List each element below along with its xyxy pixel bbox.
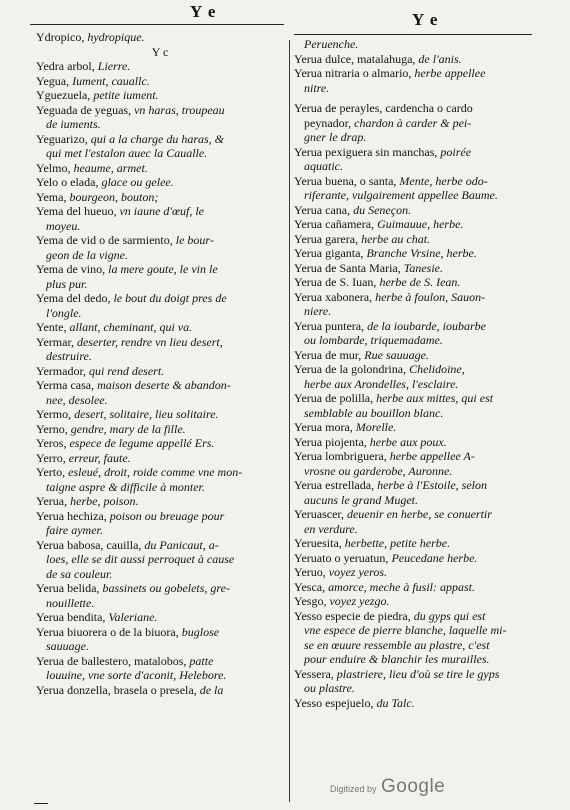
entry-line <box>36 639 284 654</box>
spanish-term: Yerua bendita, <box>36 610 109 624</box>
french-gloss: hydropique. <box>87 30 145 44</box>
french-gloss: gner le drap. <box>304 130 367 144</box>
french-gloss: faire aymer. <box>46 523 103 537</box>
entry-line <box>294 493 532 508</box>
french-gloss: destruire. <box>46 349 92 363</box>
spanish-term: Yerua mora, <box>294 420 356 434</box>
entry-line <box>294 377 532 392</box>
entry-line <box>36 552 284 567</box>
french-gloss: herbe appellee A- <box>389 449 475 463</box>
spanish-term: Yerua belida, <box>36 581 103 595</box>
entry-line <box>294 174 532 189</box>
spanish-term: Yerto, <box>36 465 69 479</box>
french-gloss: plastriere, lieu d'où se tire le gyps <box>336 666 500 681</box>
spanish-term: Yedra arbol, <box>36 59 98 73</box>
entry-line <box>294 681 532 696</box>
entry-line <box>294 667 532 682</box>
entry-line <box>36 610 284 625</box>
entry-line <box>294 609 532 624</box>
entry-line <box>294 449 532 464</box>
entry-line <box>294 391 532 406</box>
french-gloss: herbe aux Arondelles, l'esclaire. <box>304 376 459 391</box>
entry-line <box>36 422 284 437</box>
header-rule-left <box>30 24 284 25</box>
french-gloss: voyez yezgo. <box>329 594 390 608</box>
french-gloss: espece de legume appellé Ers. <box>69 436 215 450</box>
french-gloss: glace ou gelee. <box>101 175 174 189</box>
french-gloss: geon de la vigne. <box>46 247 128 262</box>
french-gloss: nouillette. <box>46 595 95 610</box>
entry-line <box>36 668 284 683</box>
entry-line <box>294 275 532 290</box>
french-gloss: le bout du doigt pres de <box>113 291 227 305</box>
french-gloss: louuine, vne sorte d'aconit, Helebore. <box>46 668 227 682</box>
french-gloss: herbe aux poux. <box>369 434 447 449</box>
spanish-term: Yeguada de yeguas, <box>36 102 135 117</box>
french-gloss: desert, solitaire, lieu solitaire. <box>74 407 219 421</box>
french-gloss: riferante, vulgairement appellee Baume. <box>304 188 498 202</box>
entry-line <box>36 291 284 306</box>
entry-line <box>294 203 532 218</box>
entry-line <box>36 248 284 263</box>
french-gloss: Valeriane. <box>108 610 158 624</box>
french-gloss: niere. <box>304 304 332 318</box>
french-gloss: deuenir en herbe, se conuertir <box>346 507 492 521</box>
french-gloss: loes, elle se dit aussi perroquet à cause <box>46 552 235 566</box>
french-gloss: du Seneçon. <box>353 202 412 217</box>
french-gloss: Morelle. <box>355 420 397 434</box>
french-gloss: de la ioubarde, ioubarbe <box>367 318 486 333</box>
entry-line <box>36 277 284 292</box>
french-gloss: allant, cheminant, qui va. <box>69 320 193 334</box>
french-gloss: Rue sauuage. <box>364 347 429 362</box>
spanish-term: Yelmo, <box>36 160 74 175</box>
entry-line <box>36 219 284 234</box>
french-gloss: qui met l'estalon auec la Caualle. <box>46 146 208 160</box>
spanish-term: Yerua buena, o santa, <box>294 173 400 188</box>
french-gloss: sauuage. <box>46 639 89 653</box>
entry-line <box>294 551 532 566</box>
french-gloss: esleué, droit, roide comme vne mon- <box>68 465 243 479</box>
entry-line <box>36 146 284 161</box>
spanish-term: Ydropico, <box>36 30 88 44</box>
spanish-term: Yesso especie de piedra, <box>294 608 414 623</box>
entry-line <box>36 132 284 147</box>
entry-line <box>36 74 284 89</box>
entry-line <box>36 30 284 45</box>
entry-line <box>36 117 284 132</box>
entry-line <box>294 188 532 203</box>
spanish-term: Yeruato o yeruatun, <box>294 550 392 565</box>
left-column <box>36 30 284 697</box>
french-gloss: chardon à carder & pei- <box>354 115 472 130</box>
entry-line <box>294 232 532 247</box>
spanish-term: Yerma casa, <box>36 378 98 392</box>
entry-line <box>36 683 284 698</box>
spanish-term: Yerua estrellada, <box>294 478 378 492</box>
french-gloss: poirée <box>440 144 472 159</box>
french-gloss: qui a la charge du haras, & <box>90 131 224 146</box>
spanish-term: Yerua de mur, <box>294 347 365 362</box>
entry-line <box>294 478 532 493</box>
french-gloss: patte <box>189 653 214 668</box>
entry-line <box>36 335 284 350</box>
spanish-term: Yerua xabonera, <box>294 289 376 304</box>
spanish-term: Yente, <box>36 320 70 334</box>
spanish-term: Yerua dulce, matalahuga, <box>294 51 419 66</box>
french-gloss: herbe au chat. <box>361 231 431 246</box>
spanish-term: Yerno, <box>36 421 71 436</box>
french-gloss: taigne aspre & difficile à monter. <box>46 479 205 494</box>
entry-line <box>36 523 284 538</box>
spanish-term: Yesso espejuelo, <box>294 695 377 710</box>
entry-line <box>36 538 284 553</box>
french-gloss: de sa couleur. <box>46 566 113 581</box>
french-gloss: Branche Vrsine, herbe. <box>366 246 477 260</box>
spanish-term: Yerua donzella, brasela o presela, <box>36 682 200 697</box>
digitized-watermark <box>330 776 445 798</box>
french-gloss: vn iaune d'œuf, le <box>119 204 204 218</box>
french-gloss: du Talc. <box>376 695 415 710</box>
spanish-term: Yeruesita, <box>294 536 345 550</box>
spanish-term: Yerua de la golondrina, <box>294 362 410 376</box>
french-gloss: ou plastre. <box>304 681 355 695</box>
entry-line <box>36 190 284 205</box>
french-gloss: herbe aux mittes, qui est <box>376 391 494 405</box>
spanish-term: Yema del hueuo, <box>36 204 120 218</box>
french-gloss: bassinets ou gobelets, gre- <box>102 581 230 595</box>
spanish-term: Yeguarizo, <box>36 131 91 146</box>
spanish-term: Yeruascer, <box>294 507 347 521</box>
entry-line <box>294 638 532 653</box>
entry-line <box>36 625 284 640</box>
french-gloss: de iuments. <box>46 117 101 131</box>
entry-line <box>294 652 532 667</box>
entry-line <box>36 59 284 74</box>
header-rule-right <box>294 34 532 35</box>
entry-line <box>36 349 284 364</box>
entry-line <box>294 261 532 276</box>
spanish-term: Yguezuela, <box>36 88 94 102</box>
spanish-term: Yerua cana, <box>294 202 354 217</box>
french-gloss: la mere goute, le vin le <box>108 262 218 276</box>
spanish-term: Yerua de ballestero, matalobos, <box>36 653 190 668</box>
french-gloss: nee, desolee. <box>46 392 108 407</box>
spanish-term: Yerua de S. Iuan, <box>294 275 380 289</box>
entry-line <box>36 103 284 118</box>
french-gloss: amorce, meche à fusil: appast. <box>328 579 475 594</box>
french-gloss: vne espece de pierre blanche, laquelle mi- <box>304 623 507 637</box>
spanish-term: peynador, <box>304 115 355 130</box>
french-gloss: petite iument. <box>93 88 159 102</box>
spanish-term: Yerua nitraria o almario, <box>294 66 415 80</box>
french-gloss: l'ongle. <box>46 305 82 320</box>
spanish-term: Yerro, <box>36 450 69 465</box>
spanish-term: Y c <box>151 44 169 59</box>
entry-line <box>294 81 532 96</box>
entry-line <box>36 654 284 669</box>
entry-line <box>36 364 284 379</box>
entry-line <box>294 406 532 421</box>
entry-line <box>294 217 532 232</box>
spanish-term: Yerua de perayles, cardencha o cardo <box>294 101 473 115</box>
spanish-term: Yelo o elada, <box>36 175 102 189</box>
entry-line <box>36 451 284 466</box>
french-gloss: du Panicaut, a- <box>144 537 219 552</box>
french-gloss: herbe à l'Estoile, selon <box>377 478 487 492</box>
french-gloss: Lierre. <box>97 59 131 73</box>
entry-line <box>36 567 284 582</box>
spanish-term: Yerua de Santa Maria, <box>294 260 404 275</box>
spanish-term: Yerua babosa, cauilla, <box>36 537 145 552</box>
french-gloss: gendre, mary de la fille. <box>70 421 186 436</box>
french-gloss: semblable au bouillon blanc. <box>304 405 444 420</box>
entry-line <box>36 161 284 176</box>
french-gloss: herbe à foulon, Sauon- <box>375 289 486 304</box>
entry-line <box>294 696 532 711</box>
french-gloss: ou lombarde, triquemadame. <box>304 333 443 347</box>
entry-line <box>36 407 284 422</box>
entry-line <box>36 494 284 509</box>
entry-line <box>36 480 284 495</box>
french-gloss: se en œuure ressemble au plastre, c'est <box>304 637 490 652</box>
entry-line <box>294 333 532 348</box>
french-gloss: du gyps qui est <box>413 608 486 623</box>
entry-line <box>294 420 532 435</box>
entry-line <box>294 116 532 131</box>
french-gloss: Guimauue, herbe. <box>377 217 464 231</box>
entry-line <box>294 37 532 52</box>
spanish-term: Yerua giganta, <box>294 246 367 260</box>
entry-line <box>36 204 284 219</box>
french-gloss: poison ou breuage pour <box>109 508 225 523</box>
entry-line <box>36 306 284 321</box>
entry-line <box>36 436 284 451</box>
french-gloss: de la <box>199 682 224 697</box>
entry-line <box>294 594 532 609</box>
french-gloss: pour enduire & blanchir les murailles. <box>304 652 490 666</box>
entry-line <box>294 52 532 67</box>
french-gloss: Mente, herbe odo- <box>399 173 488 188</box>
spanish-term: Yermador, <box>36 363 89 378</box>
french-gloss: plus pur. <box>46 276 88 291</box>
entry-line <box>36 88 284 103</box>
running-head-right: Y e <box>412 10 439 29</box>
entry-line <box>294 101 532 116</box>
entry-line <box>294 130 532 145</box>
spanish-term: Yerua biuorera o de la biuora, <box>36 624 182 639</box>
spanish-term: Yermar, <box>36 334 77 349</box>
entry-line <box>294 290 532 305</box>
entry-line <box>294 522 532 537</box>
entry-line <box>36 262 284 277</box>
french-gloss: aquatic. <box>304 159 343 173</box>
entry-line <box>294 580 532 595</box>
french-gloss: Iument, cauallc. <box>72 73 150 88</box>
spanish-term: Yerua puntera, <box>294 318 368 333</box>
spanish-term: Yerua, <box>36 494 71 508</box>
entry-line <box>36 320 284 335</box>
entry-line <box>294 145 532 160</box>
spanish-term: Yeros, <box>36 436 70 450</box>
french-gloss: heaume, armet. <box>73 160 148 175</box>
right-column <box>294 37 532 710</box>
french-gloss: erreur, faute. <box>68 450 131 465</box>
spanish-term: Yerua de polilla, <box>294 391 377 405</box>
french-gloss: herbe appellee <box>414 66 486 80</box>
spanish-term: Yerua lombriguera, <box>294 449 390 463</box>
spanish-term: Yeruo, <box>294 565 329 579</box>
entry-line <box>36 465 284 480</box>
column-divider <box>289 40 290 802</box>
entry-line <box>294 565 532 580</box>
spanish-term: Yessera, <box>294 666 337 681</box>
entry-line <box>294 536 532 551</box>
entry-line <box>294 304 532 319</box>
digitized-label: Digitized by <box>330 784 377 794</box>
spanish-term: Yerua pexiguera sin manchas, <box>294 144 441 159</box>
french-gloss: le bour- <box>175 233 214 247</box>
french-gloss: de l'anis. <box>418 51 462 66</box>
french-gloss: Peruenche. <box>304 37 359 51</box>
french-gloss: qui rend desert. <box>88 363 165 378</box>
entry-line <box>294 435 532 450</box>
spanish-term: Yerua cañamera, <box>294 217 378 231</box>
entry-line <box>36 233 284 248</box>
google-logo-text: Google <box>380 776 446 797</box>
spanish-term: Yesgo, <box>294 594 330 608</box>
entry-line <box>294 464 532 479</box>
page-bottom-mark <box>34 803 48 804</box>
french-gloss: moyeu. <box>46 218 81 233</box>
entry-line <box>294 362 532 377</box>
entry-line <box>294 246 532 261</box>
entry-line <box>294 348 532 363</box>
spanish-term: Yegua, <box>36 73 73 88</box>
french-gloss: bourgeon, bouton; <box>69 189 159 204</box>
spanish-term: Yesca, <box>294 579 329 594</box>
french-gloss: Peucedane herbe. <box>391 550 478 565</box>
spanish-term: Yema del dedo, <box>36 291 114 305</box>
french-gloss: aucuns le grand Muget. <box>304 492 418 507</box>
french-gloss: vrosne ou garderobe, Auronne. <box>304 463 453 478</box>
entry-line <box>36 378 284 393</box>
french-gloss: Chelidoine, <box>409 362 465 376</box>
spanish-term: Yema de vid o de sarmiento, <box>36 233 176 247</box>
entry-line <box>36 509 284 524</box>
entry-line <box>36 596 284 611</box>
spanish-term: Yerua hechiza, <box>36 508 110 523</box>
entry-line <box>36 175 284 190</box>
french-gloss: voyez yeros. <box>328 565 387 579</box>
french-gloss: herbe, poison. <box>70 494 139 508</box>
french-gloss: en verdure. <box>304 521 358 536</box>
french-gloss: vn haras, troupeau <box>134 102 225 117</box>
entry-line <box>294 507 532 522</box>
spanish-term: Yerua garera, <box>294 231 362 246</box>
entry-line <box>36 581 284 596</box>
spanish-term: Yema de vino, <box>36 262 109 276</box>
spanish-term: Yerua piojenta, <box>294 434 370 449</box>
entry-line <box>294 623 532 638</box>
spanish-term: Yema, <box>36 189 70 204</box>
entry-line <box>294 319 532 334</box>
running-head-left: Y e <box>190 2 217 21</box>
french-gloss: deserter, rendre vn lieu desert, <box>76 334 223 349</box>
french-gloss: nitre. <box>304 80 330 95</box>
french-gloss: maison deserte & abandon- <box>97 378 231 392</box>
french-gloss: herbette, petite herbe. <box>344 536 451 550</box>
french-gloss: herbe de S. Iean. <box>379 275 461 289</box>
french-gloss: buglose <box>181 624 220 639</box>
entry-line <box>36 393 284 408</box>
spanish-term: Yermo, <box>36 407 75 421</box>
entry-line <box>36 45 284 60</box>
entry-line <box>294 66 532 81</box>
entry-line <box>294 159 532 174</box>
french-gloss: Tanesie. <box>403 260 443 275</box>
